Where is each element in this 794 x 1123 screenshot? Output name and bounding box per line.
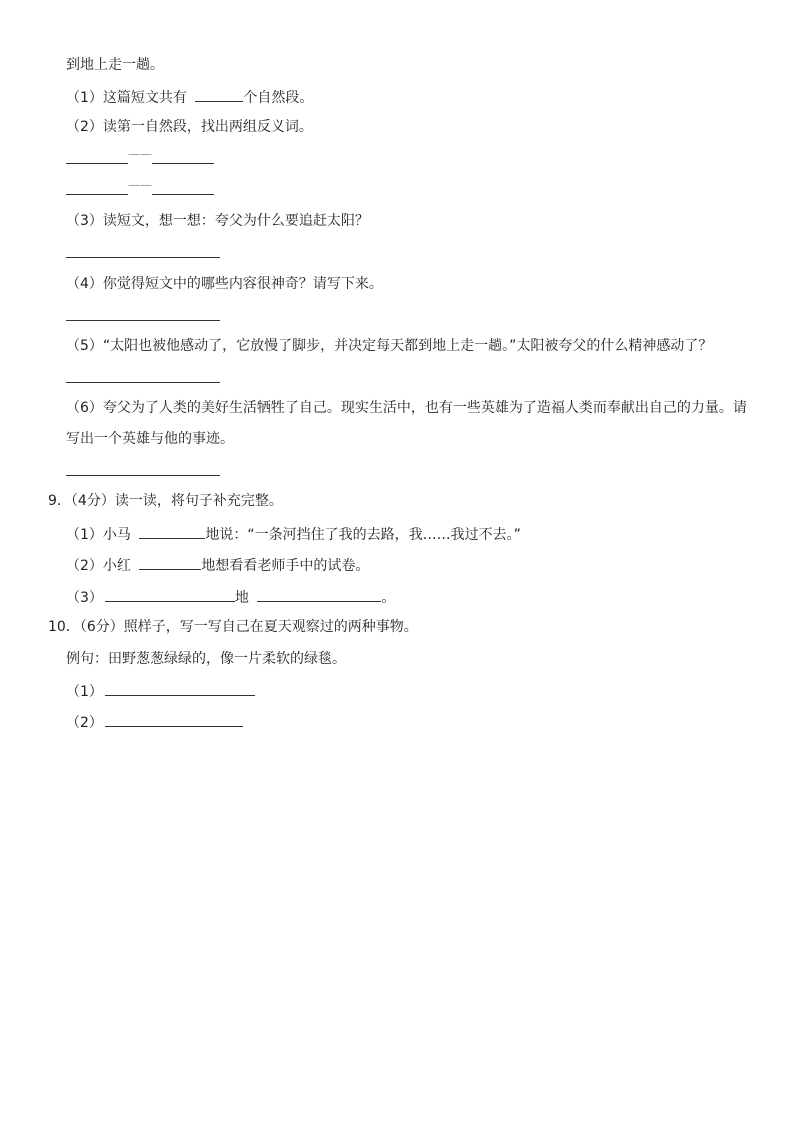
q9-heading bbox=[48, 492, 283, 510]
q10-prompt: 照样子，写一写自己在夏天观察过的两种事物。 bbox=[123, 619, 418, 635]
q8-sub5-label: （5） bbox=[66, 338, 103, 354]
q8-sub4-text: 你觉得短文中的哪些内容很神奇？请写下来。 bbox=[102, 276, 383, 292]
q8-sub4 bbox=[66, 275, 383, 293]
q8-sub2-pair2 bbox=[66, 180, 214, 198]
q8-sub5-answer-blank[interactable] bbox=[66, 368, 220, 383]
q8-sub1 bbox=[66, 87, 313, 105]
q8-sub2-text: 读第一自然段，找出两组反义词。 bbox=[102, 119, 313, 135]
q10-sub1-label: （1） bbox=[66, 684, 103, 700]
q8-sub3 bbox=[66, 212, 369, 230]
q8-sub4-answer bbox=[66, 306, 220, 324]
q9-sub1-after: 地说：“一条河挡住了我的去路，我……我过不去。” bbox=[205, 527, 521, 543]
q9-sub1-label: （1） bbox=[66, 527, 103, 543]
q8-sub2-pair2-blank-b[interactable] bbox=[152, 180, 214, 195]
q10-sub1 bbox=[66, 681, 255, 699]
q9-sub1-blank[interactable] bbox=[139, 524, 205, 539]
q9-sub1-before: 小马 bbox=[102, 527, 131, 543]
q8-sub5 bbox=[66, 337, 712, 355]
q9-number: 9． bbox=[48, 493, 71, 509]
q8-sub2-pair1-dash: —— bbox=[128, 147, 152, 161]
q8-sub2-pair2-dash: —— bbox=[128, 178, 152, 192]
q9-sub2-blank[interactable] bbox=[139, 555, 201, 570]
q8-sub3-answer-blank[interactable] bbox=[66, 243, 220, 258]
q9-sub1 bbox=[66, 524, 521, 542]
q9-sub3-blank-a[interactable] bbox=[105, 587, 235, 602]
q8-sub1-blank[interactable] bbox=[195, 87, 243, 102]
q9-score: （4分） bbox=[70, 493, 115, 509]
q9-sub3-blank-b[interactable] bbox=[257, 587, 381, 602]
q10-score: （6分） bbox=[79, 619, 124, 635]
q8-sub3-text: 读短文，想一想：夸父为什么要追赶太阳？ bbox=[102, 213, 369, 229]
q10-heading bbox=[48, 618, 418, 636]
q8-sub2-pair1-blank-b[interactable] bbox=[152, 149, 214, 164]
q8-sub2-pair1 bbox=[66, 149, 214, 167]
q9-sub3 bbox=[66, 587, 395, 605]
q8-sub1-before: 这篇短文共有 bbox=[102, 90, 187, 106]
q9-sub2 bbox=[66, 555, 369, 573]
passage-tail: 到地上走一趟。 bbox=[66, 57, 164, 73]
q8-sub2-pair1-blank-a[interactable] bbox=[66, 149, 128, 164]
q8-sub2-pair2-blank-a[interactable] bbox=[66, 180, 128, 195]
q10-number: 10． bbox=[48, 619, 80, 635]
q8-sub2-label: （2） bbox=[66, 119, 103, 135]
q8-sub4-answer-blank[interactable] bbox=[66, 306, 220, 321]
q8-sub6-answer-blank[interactable] bbox=[66, 461, 220, 476]
q8-sub2 bbox=[66, 118, 313, 136]
q8-sub5-text: “太阳也被他感动了，它放慢了脚步，并决定每天都到地上走一趟。”太阳被夸父的什么精神感动了？ bbox=[102, 338, 713, 354]
q10-sub2-blank[interactable] bbox=[105, 712, 243, 727]
q8-sub6-line1 bbox=[66, 399, 747, 417]
q9-sub2-label: （2） bbox=[66, 558, 103, 574]
q8-sub5-answer bbox=[66, 368, 220, 386]
q9-sub2-after: 地想看看老师手中的试卷。 bbox=[201, 558, 370, 574]
q8-sub1-label: （1） bbox=[66, 90, 103, 106]
q8-sub6-line2: 写出一个英雄与他的事迹。 bbox=[66, 431, 234, 447]
q8-sub6-text-line1: 夸父为了人类的美好生活牺牲了自己。现实生活中，也有一些英雄为了造福人类而奉献出自己的力量。请 bbox=[102, 400, 747, 416]
q9-prompt: 读一读，将句子补充完整。 bbox=[114, 493, 283, 509]
q10-example: 例句：田野葱葱绿绿的，像一片柔软的绿毯。 bbox=[66, 651, 346, 667]
q10-sub2-label: （2） bbox=[66, 715, 103, 731]
q8-sub3-label: （3） bbox=[66, 213, 103, 229]
q9-sub3-label: （3） bbox=[66, 590, 103, 606]
q8-sub6-label: （6） bbox=[66, 400, 103, 416]
q9-sub3-middle: 地 bbox=[234, 590, 249, 606]
q9-sub2-before: 小红 bbox=[102, 558, 131, 574]
q8-sub3-answer bbox=[66, 243, 220, 261]
q8-sub6-answer bbox=[66, 461, 220, 479]
q10-sub2 bbox=[66, 712, 243, 730]
q10-sub1-blank[interactable] bbox=[105, 681, 255, 696]
q9-sub3-end: 。 bbox=[381, 590, 396, 606]
q8-sub1-after: 个自然段。 bbox=[243, 90, 314, 106]
q8-sub4-label: （4） bbox=[66, 276, 103, 292]
